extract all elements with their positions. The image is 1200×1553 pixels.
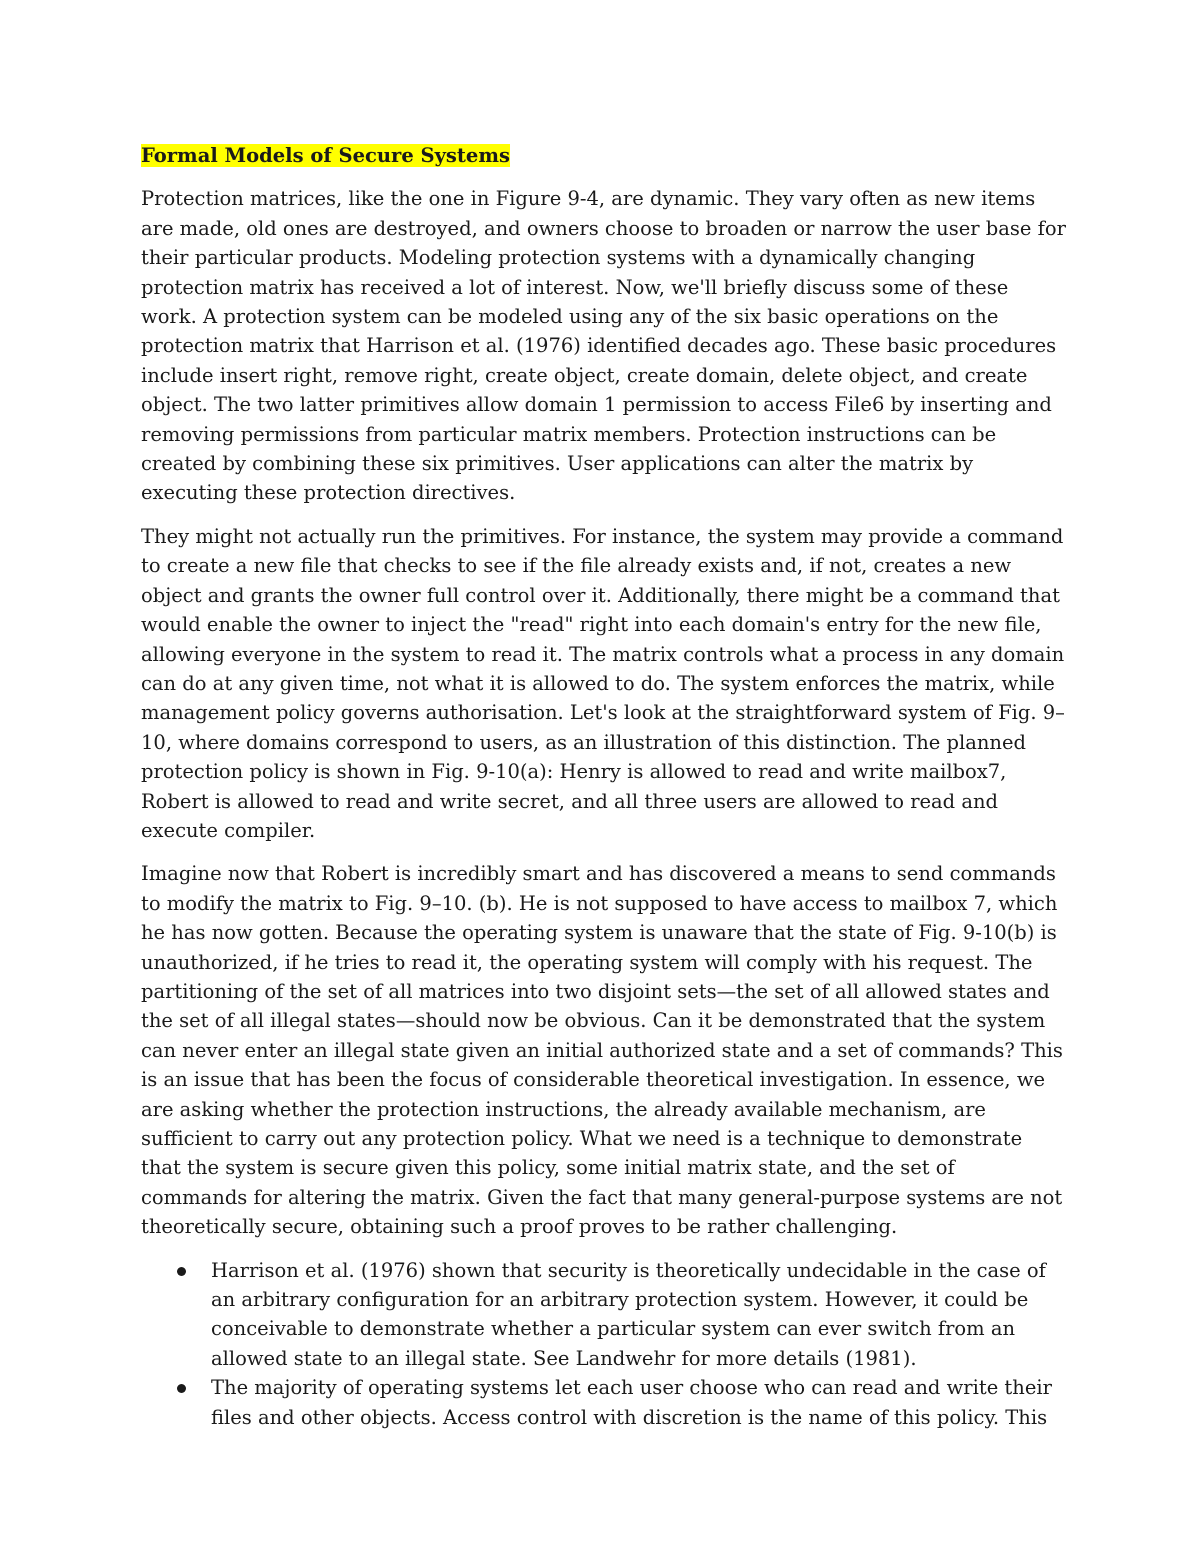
paragraph: Imagine now that Robert is incredibly smart and has discovered a means to send commands to modify the matrix to Fig. 9–10. (b). He is not supposed to have access to mailbox 7, which he has now gotten. Because the operating system is unaware that the state of Fig. 9-10(b) is unauthorized, if he tries to read it, the operating system will comply with his request. The partitioning of the set of all matrices into two disjoint sets—the set of all allowed states and the set of all illegal states—should now be obvious. Can it be demonstrated that the system can never enter an illegal state given an initial authorized state and a set of commands? This is an issue that has been the focus of considerable theoretical investigation. In essence, we are asking whether the protection instructions, the already available mechanism, are sufficient to carry out any protection policy. What we need is a technique to demonstrate that the system is secure given this policy, some initial matrix state, and the set of commands for altering the matrix. Given the fact that many general-purpose systems are not theoretically secure, obtaining such a proof proves to be rather challenging.	[141, 862, 1063, 1239]
list-item-text: The majority of operating systems let each user choose who can read and write their files and other objects. Access control with discretion is the name of this policy. This	[211, 1376, 1052, 1429]
paragraph: Protection matrices, like the one in Figure 9-4, are dynamic. They vary often as new items are made, old ones are destroyed, and owners choose to broaden or narrow the user base for their particular products. Modeling protection systems with a dynamically changing protection matrix has received a lot of interest. Now, we'll briefly discuss some of these work. A protection system can be modeled using any of the six basic operations on the protection matrix that Harrison et al. (1976) identified decades ago. These basic procedures include insert right, remove right, create object, create domain, delete object, and create object. The two latter primitives allow domain 1 permission to access File6 by inserting and removing permissions from particular matrix members. Protection instructions can be created by combining these six primitives. User applications can alter the matrix by executing these protection directives.	[141, 187, 1066, 505]
paragraph: They might not actually run the primitives. For instance, the system may provide a command to create a new file that checks to see if the file already exists and, if not, creates a new object and grants the owner full control over it. Additionally, there might be a command that would enable the owner to inject the "read" right into each domain's entry for the new file, allowing everyone in the system to read it. The matrix controls what a process in any domain can do at any given time, not what it is allowed to do. The system enforces the matrix, while management policy governs authorisation. Let's look at the straightforward system of Fig. 9–10, where domains correspond to users, as an illustration of this distinction. The planned protection policy is shown in Fig. 9-10(a): Henry is allowed to read and write mailbox7, Robert is allowed to read and write secret, and all three users are allowed to read and execute compiler.	[141, 524, 1065, 842]
document-body	[141, 141, 1066, 1432]
bullet-icon	[177, 1384, 186, 1393]
list-item-text: Harrison et al. (1976) shown that security is theoretically undecidable in the case of an arbitrary configuration for an arbitrary protection system. However, it could be conceivable to demonstrate whether a particular system can ever switch from an allowed state to an illegal state. See Landwehr for more details (1981).	[211, 1258, 1046, 1370]
bullet-icon	[177, 1267, 186, 1276]
highlighted-title-text: Formal Models of Secure Systems	[141, 144, 510, 167]
bullet-list	[141, 1256, 1066, 1432]
page-title	[141, 141, 1066, 170]
list-item	[141, 1256, 1066, 1374]
list-item	[141, 1373, 1066, 1432]
